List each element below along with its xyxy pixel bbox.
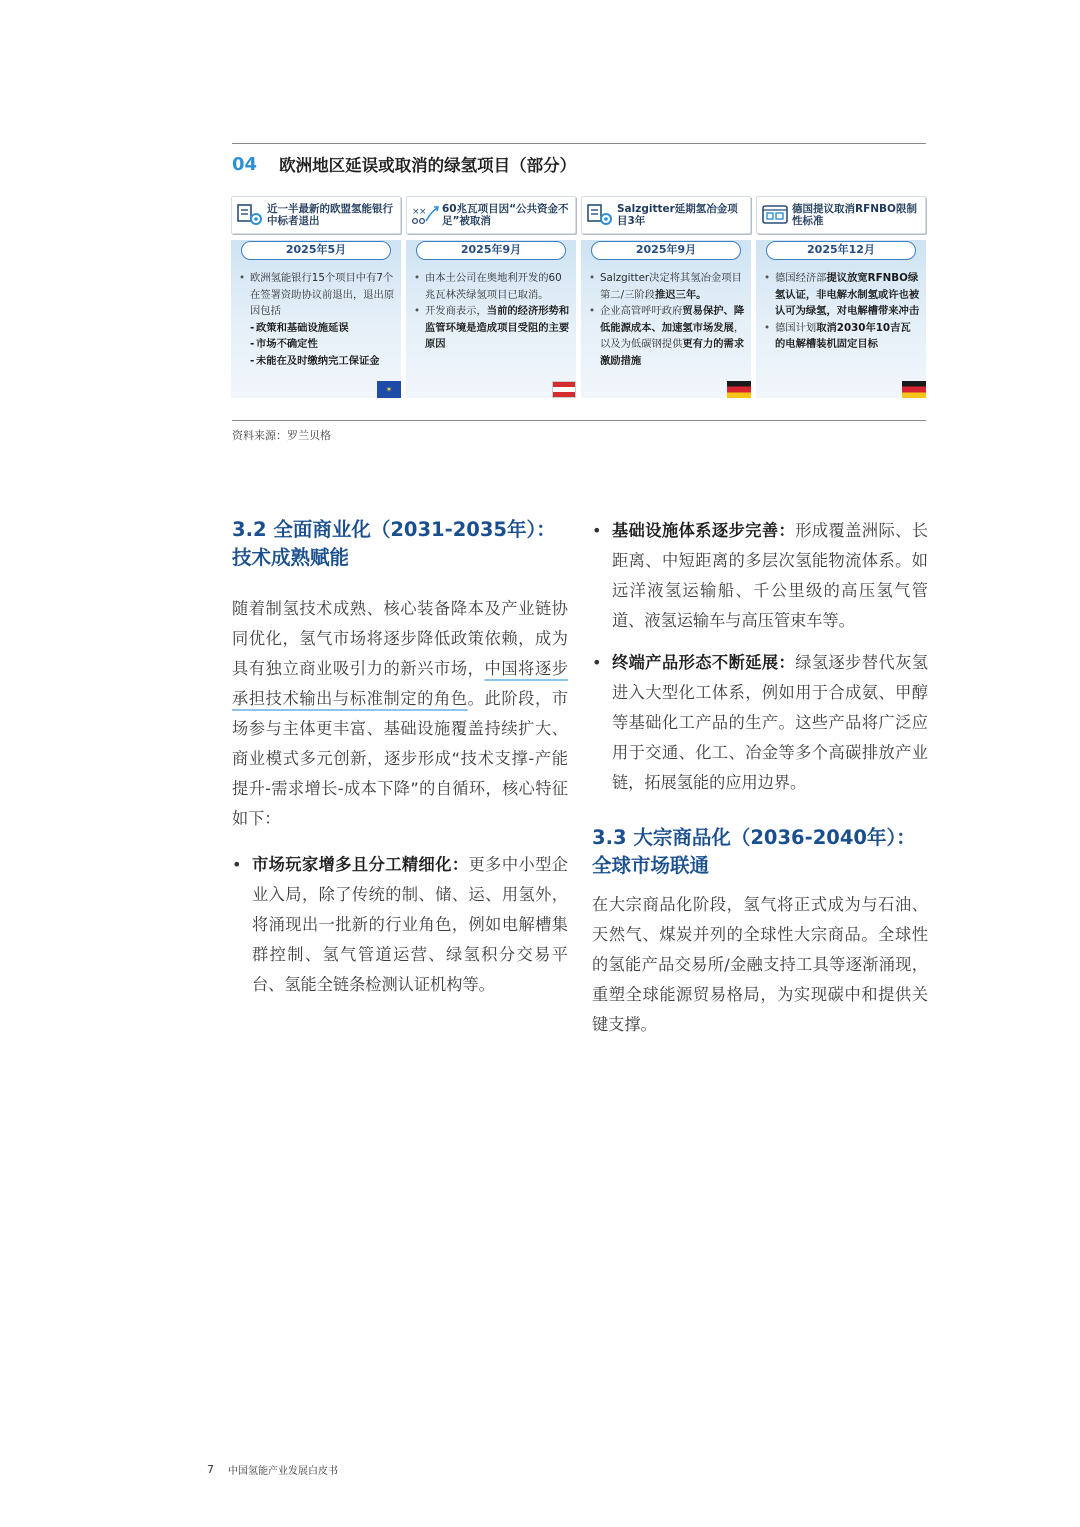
card-body [581,240,751,398]
project-card [406,196,576,398]
card-body [756,240,926,398]
section-3-3-heading: 3.3 大宗商品化（2036-2040年）： 全球市场联通 [592,826,916,877]
card-list-item: - 未能在及时缴纳完工保证金 [239,353,395,370]
gear-document-icon [235,201,267,229]
list-item: • 市场玩家增多且分工精细化：更多中小型企业入局，除了传统的制、储、运、用氢外，将涌现出一批新的行业角色，例如电解槽集群控制、氢气管道运营、绿氢积分交易平台、氢能全链条检测认证机构等。 [232,850,568,1000]
germany-flag [902,381,926,398]
card-header-text: 德国提议取消RFNBO限制性标准 [792,203,917,227]
project-cards [231,196,926,398]
section-3-2-heading: 3.2 全面商业化（2031-2035年）： 技术成熟赋能 [232,518,556,569]
page-footer [207,1462,338,1477]
card-header [231,196,401,234]
date-badge: 2025年12月 [766,241,916,260]
figure-number: 04 [232,153,258,175]
list-item: • 终端产品形态不断延展：绿氢逐步替代灰氢进入大型化工体系，例如用于合成氨、甲醇等基础化工产品的生产。这些产品将广泛应用于交通、化工、冶金等多个高碳排放产业链，拓展氢能的应用边界。 [592,648,928,798]
right-column [592,516,928,1040]
figure-top-rule [232,143,926,144]
card-list-item: - 政策和基础设施延误 [239,320,395,337]
svg-text:×: × [419,207,427,217]
figure-bottom-rule [232,420,926,421]
gear-document-icon [585,201,617,229]
date-badge: 2025年9月 [416,241,566,260]
card-header [756,196,926,234]
section-3-2-paragraph: 随着制氢技术成熟、核心装备降本及产业链协同优化，氢气市场将逐步降低政策依赖，成为具有独立商业吸引力的新兴市场，中国将逐步承担技术输出与标准制定的角色。此阶段，市场参与主体更丰富、基础设施覆盖持续扩大、商业模式多元创新，逐步形成“技术支撑-产能提升-需求增长-成本下降”的自循环，核心特征如下： [232,599,569,828]
project-card [581,196,751,398]
germany-flag [727,381,751,398]
section-3-2-bullets [232,850,568,1000]
card-header [581,196,751,234]
figure-title-text: 欧洲地区延误或取消的绿氢项目（部分） [279,156,577,175]
list-item: • 基础设施体系逐步完善：形成覆盖洲际、长距离、中短距离的多层次氢能物流体系。如远洋液氢运输船、千公里级的高压氢气管道、液氢运输车与高压管束车等。 [592,516,928,636]
figure-source: 资料来源：罗兰贝格 [232,429,331,442]
card-header-text: 近一半最新的欧盟氢能银行中标者退出 [267,203,393,227]
strategy-icon [410,201,442,229]
card-body [406,240,576,398]
figure-title [232,152,576,176]
section-3-2-bullets-continued [592,516,928,798]
card-list-item: • 企业高管呼吁政府贸易保护、降低能源成本、加速氢市场发展，以及为低碳钢提供更有力的需求激励措施 [589,303,745,369]
card-list-item: • 德国经济部提议放宽RFNBO绿氢认证，非电解水制氢或许也被认可为绿氢，对电解槽带来冲击 [764,270,920,320]
date-badge: 2025年5月 [241,241,391,260]
card-list-item: • 由本土公司在奥地利开发的60兆瓦林茨绿氢项目已取消。 [414,270,570,303]
project-card [231,196,401,398]
highlighted-phrase: 中国将逐步承担技术输出与标准制定的角色 [232,659,569,708]
austria-flag [552,381,576,398]
card-list-item: • 开发商表示，当前的经济形势和监管环境是造成项目受阻的主要原因 [414,303,570,353]
card-header-text: 60兆瓦项目因“公共资金不足”被取消 [442,203,569,227]
card-body [231,240,401,398]
eu-flag: ✶ [377,381,401,398]
section-3-3-paragraph: 在大宗商品化阶段，氢气将正式成为与石油、天然气、煤炭并列的全球性大宗商品。全球性的氢能产品交易所/金融支持工具等逐渐涌现，重塑全球能源贸易格局，为实现碳中和提供关键支撑。 [592,895,928,1034]
document-title: 中国氢能产业发展白皮书 [228,1466,338,1477]
card-header [406,196,576,234]
card-list-item: • Salzgitter决定将其氢冶金项目第二/三阶段推迟三年。 [589,270,745,303]
browser-chart-icon [760,201,792,229]
date-badge: 2025年9月 [591,241,741,260]
card-list-item: • 欧洲氢能银行15个项目中有7个在签署资助协议前退出，退出原因包括 [239,270,395,320]
card-list-item: - 市场不确定性 [239,336,395,353]
page-number: 7 [207,1463,214,1476]
project-card [756,196,926,398]
card-header-text: Salzgitter延期氢冶金项目3年 [617,203,738,227]
card-list-item: • 德国计划取消2030年10吉瓦的电解槽装机固定目标 [764,320,920,353]
left-column [232,516,568,1000]
svg-text:×: × [412,207,420,217]
